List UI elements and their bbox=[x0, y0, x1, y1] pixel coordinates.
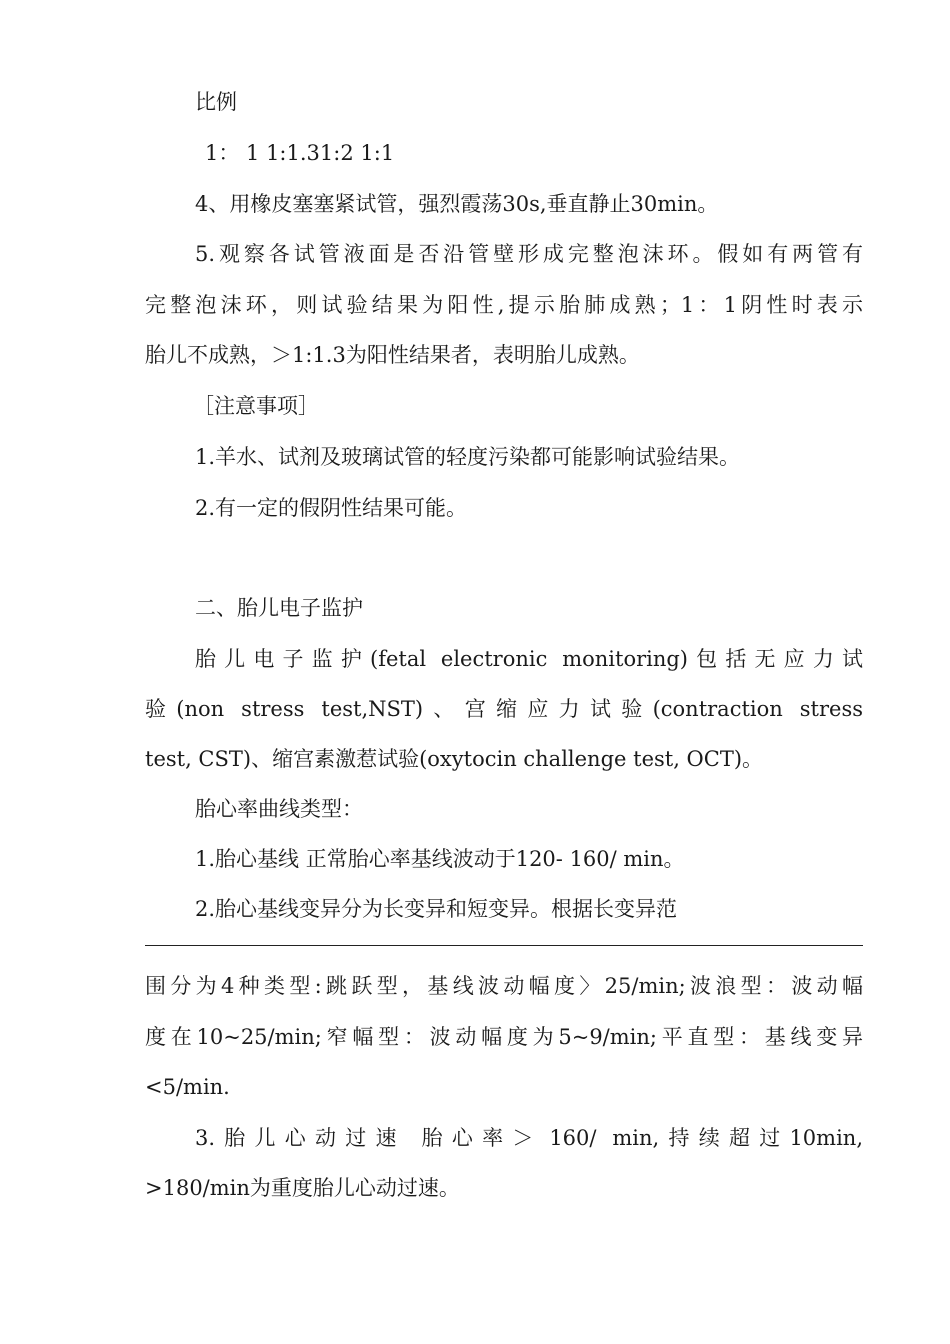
text-line-monitoring-b: 验(non stress test,NST)、宫缩应力试验(contraction stress bbox=[145, 697, 863, 721]
text-line-variability-types-b: 度在10~25/min;窄幅型：波动幅度为5~9/min;平直型：基线变异 bbox=[145, 1025, 863, 1049]
text-line-variability-types-a: 围分为4种类型:跳跃型，基线波动幅度〉25/min;波浪型：波动幅 bbox=[145, 974, 863, 998]
text-line-tachycardia-a: 3.胎儿心动过速 胎心率＞ 160/ min,持续超过10min, bbox=[195, 1126, 863, 1150]
text-line-step-4: 4、用橡皮塞塞紧试管，强烈霞荡30s,垂直静止30min。 bbox=[195, 192, 719, 216]
text-line-step-5-b: 完整泡沫环，则试验结果为阳性,提示胎肺成熟；1：1阴性时表示 bbox=[145, 293, 863, 317]
page-divider bbox=[145, 945, 863, 946]
text-line-note-1: 1.羊水、试剂及玻璃试管的轻度污染都可能影响试验结果。 bbox=[195, 445, 741, 469]
text-line-curve-types: 胎心率曲线类型： bbox=[195, 797, 363, 821]
text-line-variability: 2.胎心基线变异分为长变异和短变异。根据长变异范 bbox=[195, 897, 678, 921]
text-line-ratio-values: 1： 1 1:1.31:2 1:1 bbox=[205, 141, 395, 165]
text-line-monitoring-c: test, CST)、缩宫素激惹试验(oxytocin challenge test, OCT)。 bbox=[145, 747, 764, 771]
text-line-monitoring-a: 胎儿电子监护(fetal electronic monitoring)包括无应力试 bbox=[195, 647, 863, 671]
text-line-step-5-a: 5.观察各试管液面是否沿管壁形成完整泡沫环。假如有两管有 bbox=[195, 242, 863, 266]
text-line-step-5-c: 胎儿不成熟，＞1:1.3为阳性结果者，表明胎儿成熟。 bbox=[145, 343, 640, 367]
section-heading-fetal-monitoring: 二、胎儿电子监护 bbox=[195, 596, 363, 620]
section-heading-notes: ［注意事项］ bbox=[193, 394, 319, 418]
text-line-ratio-label: 比例 bbox=[195, 90, 237, 114]
text-line-variability-types-c: <5/min. bbox=[145, 1075, 230, 1099]
text-line-baseline: 1.胎心基线 正常胎心率基线波动于120- 160/ min。 bbox=[195, 847, 685, 871]
text-line-note-2: 2.有一定的假阴性结果可能。 bbox=[195, 496, 468, 520]
text-line-tachycardia-b: >180/min为重度胎儿心动过速。 bbox=[145, 1176, 460, 1200]
